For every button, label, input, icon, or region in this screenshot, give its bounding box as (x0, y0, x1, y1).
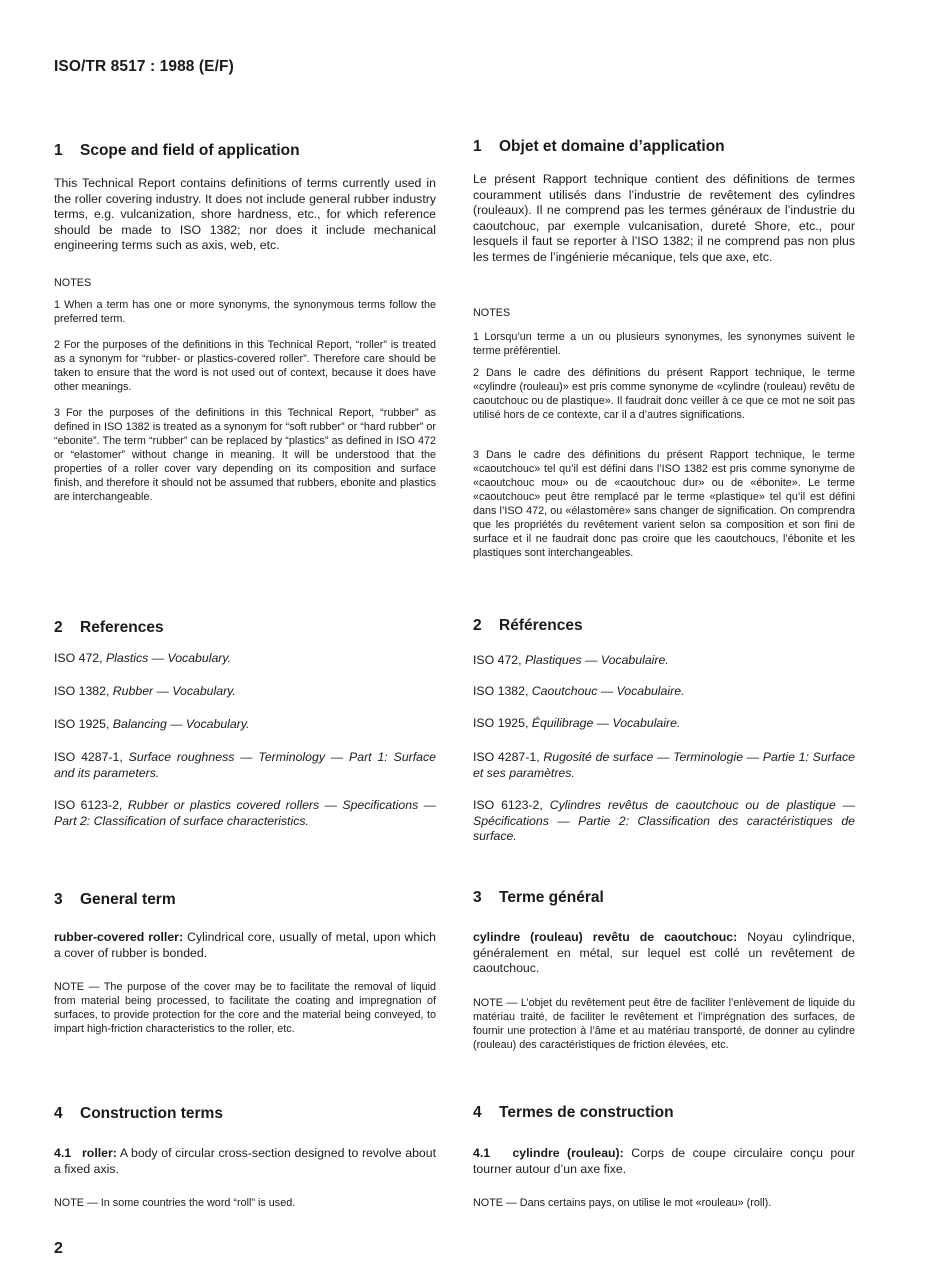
en-section-1-body: This Technical Report contains definitions of terms currently used in the roller covering industry. It does not include general rubber industry terms, e.g. vulcanization, shore hardness, etc., for which reference should be made to ISO 1382; nor does it include mechanical engineering terms such as axis, web, etc. (54, 176, 436, 252)
en-notes-label: NOTES (54, 277, 92, 289)
fr-general-term-note: NOTE — L’objet du revêtement peut être de faciliter l’enlèvement de liquide du matériau traité, de faciliter le revêtement et l’imprégnation des surfaces, de fournir une protection à l’âme et au matériau transporté, de donner au cylindre (rouleau) des caractéristiques de friction élevées, etc. (473, 997, 855, 1051)
en-general-term: rubber-covered roller: Cylindrical core, usually of metal, upon which a cover of rubber is bonded. (54, 930, 436, 960)
fr-reference-1: ISO 472, Plastiques — Vocabulaire. (473, 653, 669, 667)
en-reference-4: ISO 4287-1, Surface roughness — Terminology — Part 1: Surface and its parameters. (54, 750, 436, 780)
en-general-term-note: NOTE — The purpose of the cover may be to facilitate the removal of liquid from material being processed, to facilitate the coating and impregnation of surfaces, to provide protection for the core and the material being conveyed, to impart high-friction characteristics to the roller, etc. (54, 981, 436, 1035)
fr-section-4-title: 4 Termes de construction (473, 1104, 674, 1121)
fr-reference-5: ISO 6123-2, Cylindres revêtus de caoutchouc ou de plastique — Spécifications — Partie 2: Classification des caractéristiques de surface. (473, 798, 856, 843)
fr-section-1-title: 1 Objet et domaine d’application (473, 138, 725, 155)
en-note-2: 2 For the purposes of the definitions in this Technical Report, “roller” is treated as a synonym for “rubber- or plastics-covered roller”. Therefore care should be taken to ensure that the word is not used out of context, because it does have other meanings. (54, 339, 436, 393)
en-reference-2: ISO 1382, Rubber — Vocabulary. (54, 684, 236, 698)
fr-general-term: cylindre (rouleau) revêtu de caoutchouc: Noyau cylindrique, généralement en métal, sur lequel est collé un revêtement de caoutchouc. (473, 930, 855, 975)
en-reference-1: ISO 472, Plastics — Vocabulary. (54, 651, 232, 665)
fr-note-3: 3 Dans le cadre des définitions du présent Rapport technique, le terme «caoutchouc» tel qu’il est défini dans l’ISO 1382 est pris comme synonyme de «caoutchouc mou» ou de «caoutchouc dur» ou de «ébonite». Le terme «caoutchouc» peut être remplacé par le terme «plastique» tel qu’il est défini dans l’ISO 472, ou «élastomère» sans changer de signification. On comprendra que les propriétés du revêtement varient selon sa composition et son fini de surface et il ne faudrait donc pas croire que les caoutchoucs, l’ébonite et les plastiques sont interchangeables. (473, 449, 855, 559)
fr-term-4-1-note: NOTE — Dans certains pays, on utilise le mot «rouleau» (roll). (473, 1197, 772, 1209)
fr-reference-2: ISO 1382, Caoutchouc — Vocabulaire. (473, 684, 685, 698)
en-term-4-1: 4.1 roller: A body of circular cross-section designed to revolve about a fixed axis. (54, 1146, 436, 1176)
en-section-2-title: 2 References (54, 619, 164, 636)
fr-note-1: 1 Lorsqu’un terme a un ou plusieurs synonymes, les synonymes suivent le terme préférentiel. (473, 331, 855, 357)
fr-section-1-body: Le présent Rapport technique contient des définitions de termes couramment utilisés dans l’industrie de revêtement des cylindres (rouleaux). Il ne comprend pas les termes généraux de l’industrie du caoutchouc, par exemple vulcanisation, dureté Shore, etc., pour lesquels il faut se reporter à l’ISO 1382; il ne comprend pas non plus les termes de l’ingénierie mécanique, tels que axe, etc. (473, 172, 855, 264)
en-note-1: 1 When a term has one or more synonyms, the synonymous terms follow the preferred term. (54, 299, 436, 325)
fr-term-4-1: 4.1 cylindre (rouleau): Corps de coupe circulaire conçu pour tourner autour d’un axe fixe. (473, 1146, 856, 1176)
en-section-3-title: 3 General term (54, 891, 176, 908)
fr-notes-label: NOTES (473, 307, 511, 319)
fr-section-2-title: 2 Références (473, 617, 583, 634)
en-note-3: 3 For the purposes of the definitions in this Technical Report, “rubber” as defined in ISO 1382 is treated as a synonym for “soft rubber” or “hard rubber” or “ebonite”. The term “rubber” can be replaced by “plastics” as defined in ISO 472 or “elastomer” without change in meaning. It will be understood that the properties of a roller cover vary depending on its composition and surface finish, and therefore it should not be assumed that rubbers, ebonite and plastics are interchangeable. (54, 407, 436, 503)
en-section-1-title: 1 Scope and field of application (54, 142, 300, 159)
en-reference-3: ISO 1925, Balancing — Vocabulary. (54, 717, 250, 731)
fr-reference-4: ISO 4287-1, Rugosité de surface — Terminologie — Partie 1: Surface et ses paramètres. (473, 750, 856, 780)
en-term-4-1-note: NOTE — In some countries the word “roll” is used. (54, 1197, 296, 1209)
en-reference-5: ISO 6123-2, Rubber or plastics covered rollers — Specifications — Part 2: Classification of surface characteristics. (54, 798, 436, 828)
document-header: ISO/TR 8517 : 1988 (E/F) (54, 58, 234, 75)
fr-reference-3: ISO 1925, Équilibrage — Vocabulaire. (473, 716, 681, 730)
fr-note-2: 2 Dans le cadre des définitions du présent Rapport technique, le terme «cylindre (rouleau)» est pris comme synonyme de «cylindre (rouleau) revêtu de caoutchouc ou de plastique». Il faudrait donc veiller à ce que ce mot ne soit pas utilisé hors de ce contexte, car il a d’autres significations. (473, 367, 855, 421)
page-number: 2 (54, 1240, 63, 1257)
en-section-4-title: 4 Construction terms (54, 1105, 223, 1122)
fr-section-3-title: 3 Terme général (473, 889, 604, 906)
